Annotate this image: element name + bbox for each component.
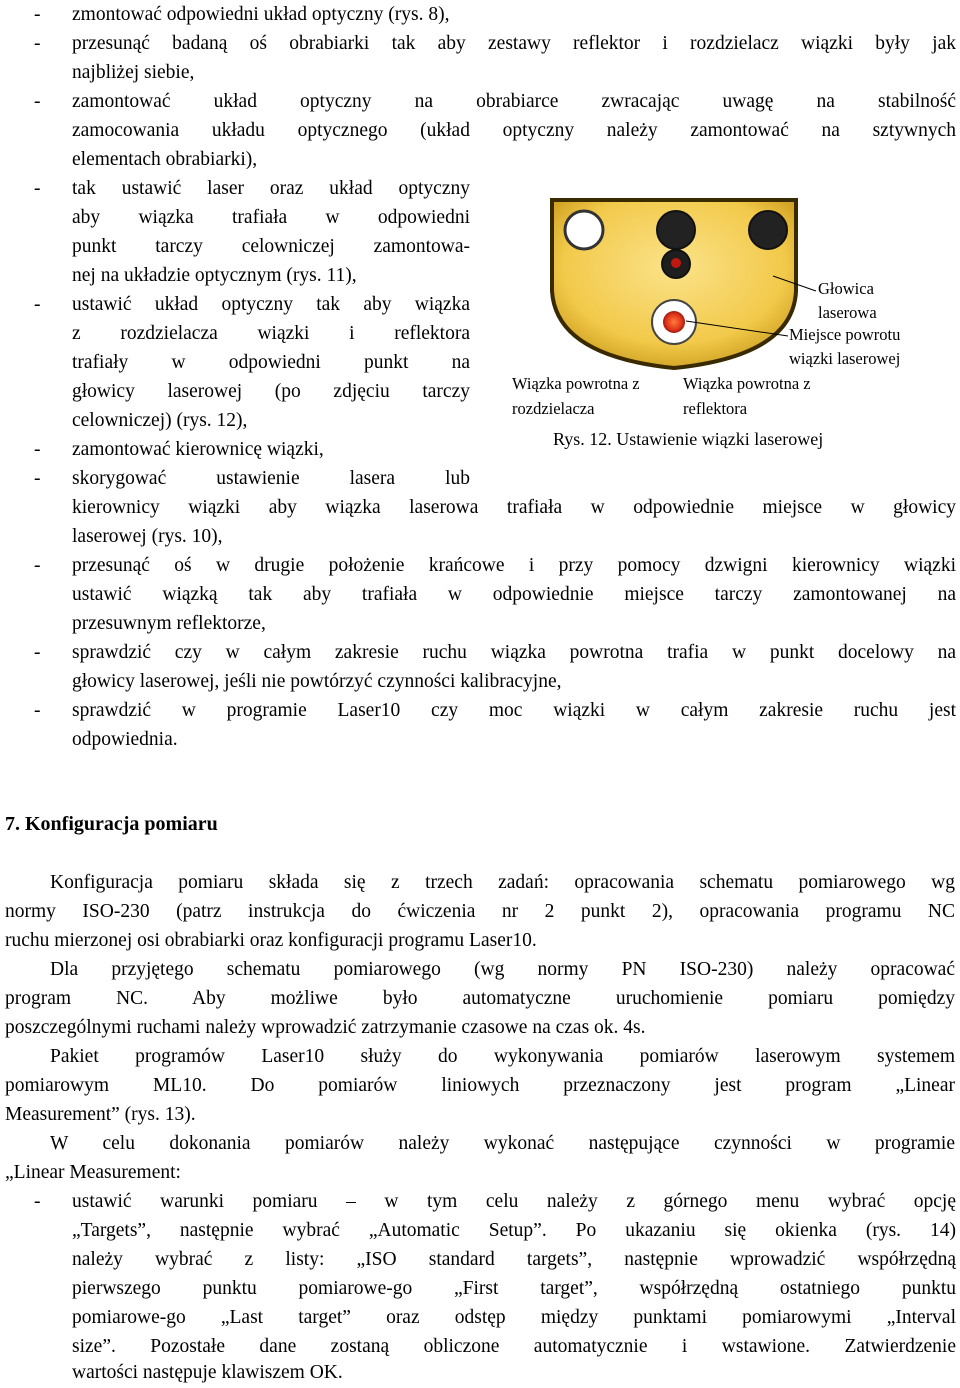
paragraph-line: ruchu mierzonej osi obrabiarki oraz konfiguracji programu Laser10.	[5, 930, 537, 951]
section-heading: 7. Konfiguracja pomiaru	[5, 813, 218, 835]
list-item-line: tak ustawić laser oraz układ optyczny	[72, 178, 470, 199]
list-item-line: najbliżej siebie,	[72, 62, 195, 83]
list-dash: -	[34, 178, 41, 199]
label-splitter-beam: rozdzielacza	[512, 399, 595, 418]
list-item-line: laserowej (rys. 10),	[72, 526, 223, 547]
list-dash: -	[34, 700, 41, 721]
list-item-line: zamontować kierownicę wiązki,	[72, 439, 324, 460]
list-item-line: sprawdzić w programie Laser10 czy moc wiązki w całym zakresie ruchu jest	[72, 700, 956, 721]
label-reflector-beam: Wiązka powrotna z	[683, 374, 811, 393]
figure-caption: Rys. 12. Ustawienie wiązki laserowej	[553, 429, 824, 449]
list-item-line: pomiarowe-go „Last target” oraz odstęp między punktami pomiarowymi „Interval	[72, 1307, 956, 1328]
list-item-line: głowicy laserowej, jeśli nie powtórzyć czynności kalibracyjne,	[72, 671, 562, 692]
list-item-line: zmontować odpowiedni układ optyczny (rys. 8),	[72, 4, 450, 25]
list-item-line: celowniczej) (rys. 12),	[72, 410, 248, 431]
label-return-spot: Miejsce powrotu	[789, 325, 901, 344]
list-dash: -	[34, 555, 41, 576]
paragraph	[5, 1042, 955, 1129]
list-item-line: „Targets”, następnie wybrać „Automatic Setup”. Po ukazaniu się okienka (rys. 14)	[72, 1220, 956, 1241]
list-item-line: nej na układzie optycznym (rys. 11),	[72, 265, 357, 286]
paragraph-line: Pakiet programów Laser10 służy do wykonywania pomiarów laserowym systemem	[50, 1046, 955, 1067]
paragraph-line: Dla przyjętego schematu pomiarowego (wg normy PN ISO-230) należy opracować	[50, 959, 955, 980]
paragraph-line: Konfiguracja pomiaru składa się z trzech zadań: opracowania schematu pomiarowego wg	[50, 872, 955, 893]
list-item-line: ustawić układ optyczny tak aby wiązka	[72, 294, 470, 315]
list-item-line: z rozdzielacza wiązki i reflektora	[72, 323, 470, 344]
hole-dark-top-right	[749, 211, 787, 249]
paragraph-line: W celu dokonania pomiarów należy wykonać następujące czynności w programie	[50, 1133, 955, 1154]
list-item-line: aby wiązka trafiała w odpowiedni	[72, 207, 470, 228]
paragraph-line: poszczególnymi ruchami należy wprowadzić zatrzymanie czasowe na czas ok. 4s.	[5, 1017, 646, 1038]
list-item-line: odpowiednia.	[72, 729, 178, 750]
paragraph-line: Measurement” (rys. 13).	[5, 1104, 196, 1125]
hole-dark-top-mid	[657, 211, 695, 249]
list-item-line: przesunąć badaną oś obrabiarki tak aby zestawy reflektor i rozdzielacz wiązki były jak	[72, 33, 956, 54]
list-item-line: wartości następuje klawiszem OK.	[72, 1362, 343, 1383]
list-item-line: elementach obrabiarki),	[72, 149, 258, 170]
list-item-line: zamontować układ optyczny na obrabiarce zwracając uwagę na stabilność	[72, 91, 956, 112]
paragraph	[5, 955, 955, 1042]
paragraph-line: pomiarowym ML10. Do pomiarów liniowych przeznaczony jest program „Linear	[5, 1075, 955, 1096]
list-item-line: trafiały w odpowiedni punkt na	[72, 352, 470, 373]
paragraph-line: „Linear Measurement:	[5, 1162, 181, 1183]
list-dash: -	[34, 4, 41, 25]
list-item-line: size”. Pozostałe dane zostaną obliczone automatycznie i wstawione. Zatwierdzenie	[72, 1336, 956, 1357]
list-item-line: ustawić wiązką tak aby trafiała w odpowiednie miejsce tarczy zamontowanej na	[72, 584, 956, 605]
list-item-line: należy wybrać z listy: „ISO standard targets”, następnie wprowadzić współrzędną	[72, 1249, 956, 1270]
paragraph-line: program NC. Aby możliwe było automatyczne uruchomienie pomiaru pomiędzy	[5, 988, 955, 1009]
hole-white-top	[565, 211, 603, 249]
list-item-line: przesuwnym reflektorze,	[72, 613, 266, 634]
list-dash: -	[34, 33, 41, 54]
list-dash: -	[34, 294, 41, 315]
list-dash: -	[34, 439, 41, 460]
list-dash: -	[34, 642, 41, 663]
return-spot	[663, 311, 685, 333]
list-item-line: ustawić warunki pomiaru – w tym celu należy z górnego menu wybrać opcję	[72, 1191, 956, 1212]
list-item-line: skorygować ustawienie lasera lub	[72, 468, 470, 489]
label-head: laserowa	[818, 303, 877, 322]
list-dash: -	[34, 91, 41, 112]
list-item-line: sprawdzić czy w całym zakresie ruchu wiązka powrotna trafia w punkt docelowy na	[72, 642, 956, 663]
list-dash: -	[34, 468, 41, 489]
label-splitter-beam: Wiązka powrotna z	[512, 374, 640, 393]
paragraph	[5, 868, 955, 955]
list-item-line: kierownicy wiązki aby wiązka laserowa trafiała w odpowiednie miejsce w głowicy	[72, 497, 956, 518]
list-item-line: punkt tarczy celowniczej zamontowa-	[72, 236, 470, 257]
list-item-line: zamocowania układu optycznego (układ optyczny należy zamontować na sztywnych	[72, 120, 956, 141]
label-reflector-beam: reflektora	[683, 399, 748, 418]
list-item-line: głowicy laserowej (po zdjęciu tarczy	[72, 381, 470, 402]
label-head: Głowica	[818, 279, 874, 298]
paragraph-line: normy ISO-230 (patrz instrukcja do ćwiczenia nr 2 punkt 2), opracowania programu NC	[5, 901, 955, 922]
paragraph	[5, 1129, 955, 1187]
list-dash: -	[34, 1191, 41, 1212]
label-return-spot: wiązki laserowej	[789, 349, 901, 368]
list-item-line: przesunąć oś w drugie położenie krańcowe i przy pomocy dzwigni kierownicy wiązki	[72, 555, 956, 576]
list-item-line: pierwszego punktu pomiarowe-go „First target”, współrzędną ostatniego punktu	[72, 1278, 956, 1299]
